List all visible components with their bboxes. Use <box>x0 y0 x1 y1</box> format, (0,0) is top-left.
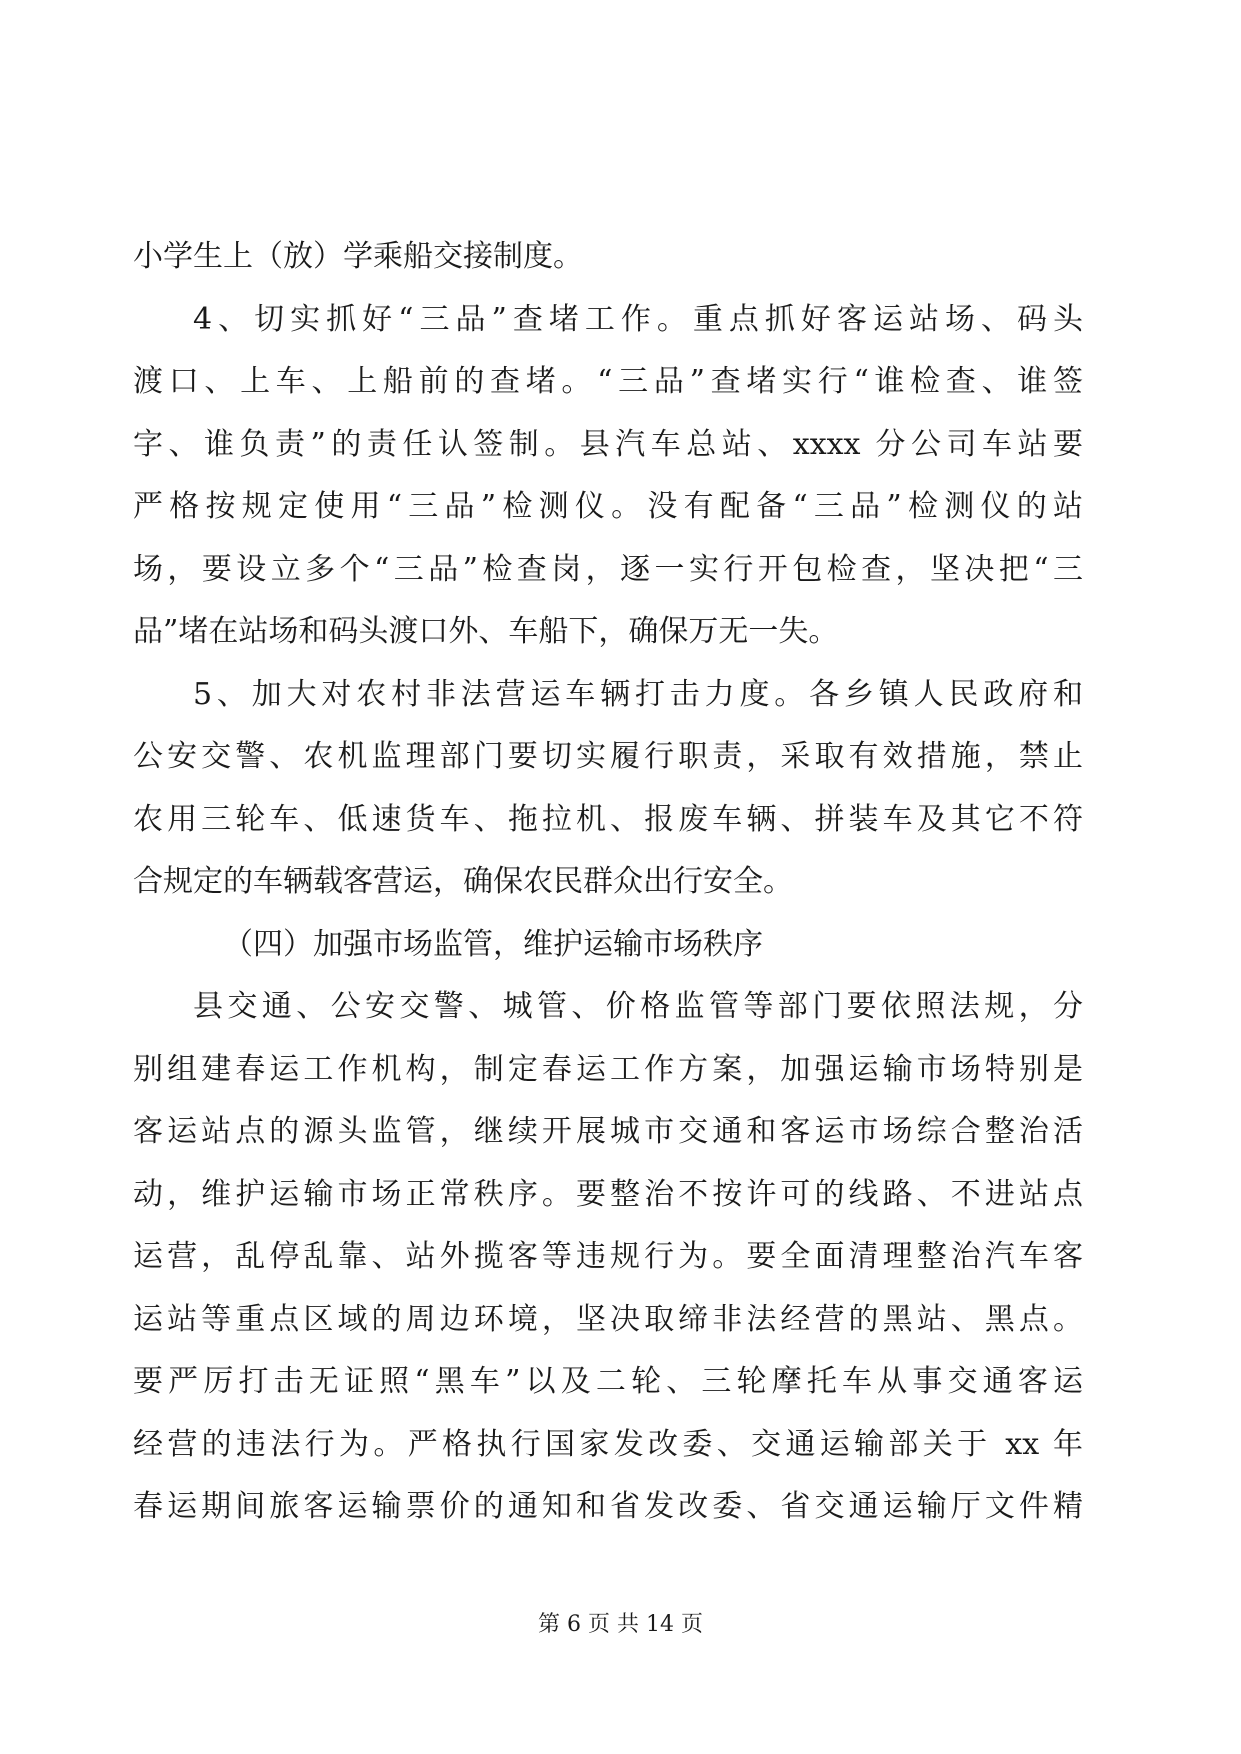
text-line: 品”堵在站场和码头渡口外、车船下，确保万无一失。 <box>133 614 839 649</box>
text-line: 字、谁负责”的责任认签制。县汽车总站、xxxx 分公司车站要 <box>133 426 1083 462</box>
text-line: 严格按规定使用“三品”检测仪。没有配备“三品”检测仪的站 <box>133 489 1083 524</box>
text-line: 经营的违法行为。严格执行国家发改委、交通运输部关于 xx 年 <box>133 1426 1083 1462</box>
text-line: 运站等重点区域的周边环境，坚决取缔非法经营的黑站、黑点。 <box>133 1301 1083 1337</box>
text-line: 别组建春运工作机构，制定春运工作方案，加强运输市场特别是 <box>133 1051 1083 1087</box>
text-line: 春运期间旅客运输票价的通知和省发改委、省交通运输厅文件精 <box>133 1489 1083 1524</box>
text-line: 场，要设立多个“三品”检查岗，逐一实行开包检查，坚决把“三 <box>133 551 1083 587</box>
text-line: 5、加大对农村非法营运车辆打击力度。各乡镇人民政府和 <box>193 676 1083 712</box>
text-line: 公安交警、农机监理部门要切实履行职责，采取有效措施，禁止 <box>133 739 1083 774</box>
text-line: 渡口、上车、上船前的查堵。“三品”查堵实行“谁检查、谁签 <box>133 364 1083 399</box>
text-line: 4、切实抓好“三品”查堵工作。重点抓好客运站场、码头 <box>193 301 1083 337</box>
text-line: 动，维护运输市场正常秩序。要整治不按许可的线路、不进站点 <box>133 1176 1083 1212</box>
text-line: 县交通、公安交警、城管、价格监管等部门要依照法规，分 <box>193 989 1083 1024</box>
document-body <box>133 226 1083 1539</box>
text-line: 运营，乱停乱靠、站外揽客等违规行为。要全面清理整治汽车客 <box>133 1239 1083 1274</box>
text-line: 合规定的车辆载客营运，确保农民群众出行安全。 <box>133 864 793 899</box>
text-line: 客运站点的源头监管，继续开展城市交通和客运市场综合整治活 <box>133 1114 1083 1149</box>
text-line: 小学生上（放）学乘船交接制度。 <box>133 239 583 274</box>
text-line: 农用三轮车、低速货车、拖拉机、报废车辆、拼装车及其它不符 <box>133 801 1083 837</box>
section-heading: （四）加强市场监管，维护运输市场秩序 <box>223 926 763 962</box>
text-line: 要严厉打击无证照“黑车”以及二轮、三轮摩托车从事交通客运 <box>133 1364 1083 1399</box>
page-number-footer: 第 6 页 共 14 页 <box>538 1612 703 1637</box>
